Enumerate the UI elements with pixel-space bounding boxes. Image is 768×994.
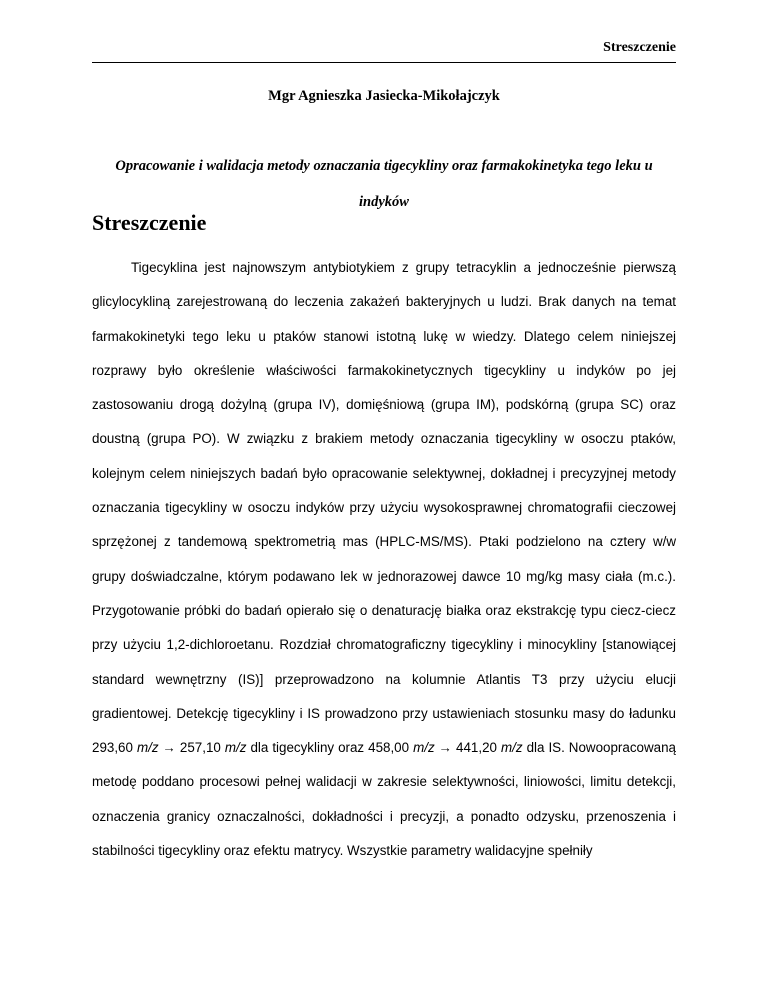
section-heading: Streszczenie [92, 210, 207, 235]
running-header: Streszczenie [603, 40, 676, 55]
unit-mz: m/z [136, 740, 159, 756]
unit-mz: m/z [501, 740, 523, 756]
unit-mz: m/z [224, 740, 247, 756]
author-name: Mgr Agnieszka Jasiecka-Mikołajczyk [268, 88, 500, 104]
thesis-title: Opracowanie i walidacja metody oznaczania tigecykliny oraz farmakokinetyka tego leku u indyków [115, 158, 653, 210]
abstract-text: dla IS. Nowoopracowaną metodę poddano procesowi pełnej walidacji w zakresie selektywności, liniowości, limitu detekcji, oznaczenia granicy oznaczalności, dokładności i precyzji, a ponadto odzysku, przenoszenia i stabilności tigecykliny oraz efektu matrycy. Wszystkie parametry walidacyjne spełniły [92, 740, 676, 859]
abstract-text: → 441,20 [434, 740, 501, 756]
abstract-text: dla tigecykliny oraz 458,00 [246, 740, 414, 756]
unit-mz: m/z [413, 740, 435, 756]
abstract-text: Tigecyklina jest najnowszym antybiotykiem z grupy tetracyklin a jednocześnie pierwszą glicylocykliną zarejestrowaną do leczenia zakażeń bakteryjnych u ludzi. Brak danych na temat farmakokinetyki tego leku u ptaków stanowi istotną lukę w wiedzy. Dlatego celem niniejszej rozprawy było określenie właściwości farmakokinetycznych tigecykliny u indyków po jej zastosowaniu drogą dożylną (grupa IV), domięśniową (grupa IM), podskórną (grupa SC) oraz doustną (grupa PO). W związku z brakiem metody oznaczania tigecykliny w osoczu ptaków, kolejnym celem niniejszych badań było opracowanie selektywnej, dokładnej i precyzyjnej metody oznaczania tigecykliny w osoczu indyków przy użyciu wysokosprawnej chromatografii cieczowej sprzężonej z tandemową spektrometrią mas (HPLC-MS/MS). Ptaki podzielono na cztery w/w grupy doświadczalne, którym podawano lek w jednorazowej dawce 10 mg/kg masy ciała (m.c.). Przygotowanie próbki do badań opierało się o denaturację białka oraz ekstrakcję typu ciecz-ciecz przy użyciu 1,2-dichloroetanu. Rozdział chromatograficzny tigecykliny i minocykliny [stanowiącej standard wewnętrzny (IS)] przeprowadzono na kolumnie Atlantis T3 przy użyciu elucji gradientowej. Detekcję tigecykliny i IS prowadzono przy ustawieniach stosunku masy do ładunku 293,60 [92, 260, 676, 756]
abstract-paragraph [92, 251, 676, 868]
abstract-text: → 257,10 [158, 740, 225, 756]
header-rule [92, 62, 676, 63]
